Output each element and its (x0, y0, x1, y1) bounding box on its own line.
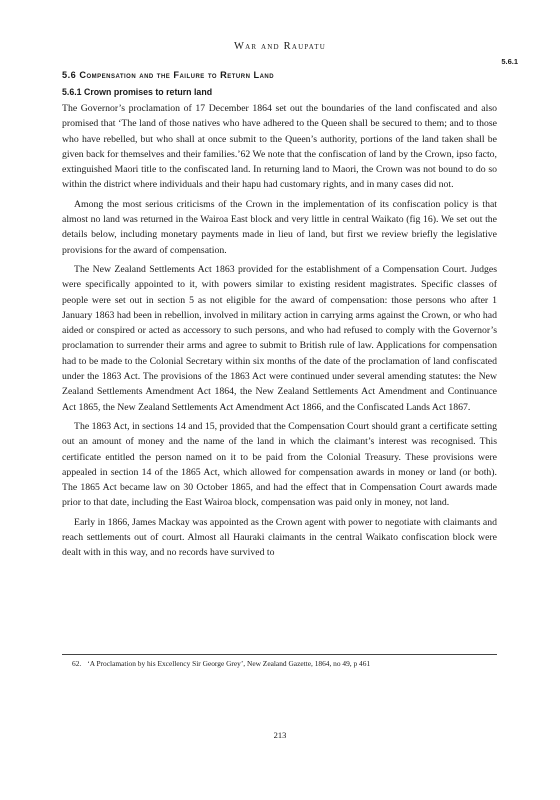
footnote-text: ‘A Proclamation by his Excellency Sir George Grey’, New Zealand Gazette, 1864, no 49, p 461 (87, 659, 371, 668)
footnote-number: 62. (72, 659, 82, 668)
running-head: War and Raupatu (233, 41, 327, 52)
paragraph-5: Early in 1866, James Mackay was appointed as the Crown agent with power to negotiate with claimants and reach settlements out of court. Almost all Hauraki claimants in the central Waikato confiscation block were dealt with in this way, and no records have survived to (62, 516, 497, 559)
section-heading: 5.6 Compensation and the Failure to Return Land (62, 70, 275, 80)
subsection-heading: 5.6.1 Crown promises to return land (62, 87, 213, 97)
main-content (62, 70, 497, 565)
paragraph-1: The Governor’s proclamation of 17 December 1864 set out the boundaries of the land confiscated and also promised that ‘The land of those natives who have adhered to the Queen shall be secured to them; and to those who have rebelled, but who shall at once submit to the Queen’s authority, portions of the land taken shall be given back for themselves and their families.’62 We note that the confiscation of land by the Crown, ipso facto, extinguished Maori title to the confiscated land. In returning land to Maori, the Crown was not bound to do so within the district where individuals and their hapu had customary rights, and in many cases did not. (62, 103, 497, 191)
section-reference: 5.6.1 (501, 57, 518, 66)
paragraph-2: Among the most serious criticisms of the Crown in the implementation of its confiscation policy is that almost no land was returned in the Wairoa East block and very little in central Waikato (fig 16). We set out the details below, including monetary payments made in lieu of land, but first we review briefly the legislative provisions for the award of compensation. (62, 198, 497, 256)
footnote-divider (62, 654, 497, 655)
footnote (62, 659, 497, 669)
page-number: 213 (273, 730, 287, 740)
paragraph-4: The 1863 Act, in sections 14 and 15, provided that the Compensation Court should grant a certificate setting out an amount of money and the name of the land in which the claimant’s interest was recognised. This certificate entitled the person named on it to be paid from the Colonial Treasury. These provisions were appealed in section 14 of the 1865 Act, which allowed for compensation awards in money or land (or both). The 1865 Act became law on 30 October 1865, and had the effect that in Compensation Court awards made prior to that date, including the East Wairoa block, compensation was paid only in money, not land. (62, 420, 497, 509)
paragraph-3: The New Zealand Settlements Act 1863 provided for the establishment of a Compensation Court. Judges were specifically appointed to it, with powers similar to existing resident magistrates. Specific classes of people were set out in section 5 as not eligible for the award of compensation: those persons who after 1 January 1863 had been in rebellion, involved in military action in carrying arms against the Crown, or who had aided or conspired or acted as accessory to such persons, and who had refused to comply with the Governor’s proclamation to surrender their arms and agree to submit to British rule of law. Applications for compensation had to be made to the Colonial Secretary within six months of the date of the proclamation of land confiscated under the 1863 Act. The provisions of the 1863 Act were continued under several amending statutes: the New Zealand Settlements Amendment Act 1864, the New Zealand Settlements Act Amendment and Continuance Act 1865, the New Zealand Settlements Act Amendment Act 1866, and the Confiscated Lands Act 1867. (62, 263, 497, 413)
